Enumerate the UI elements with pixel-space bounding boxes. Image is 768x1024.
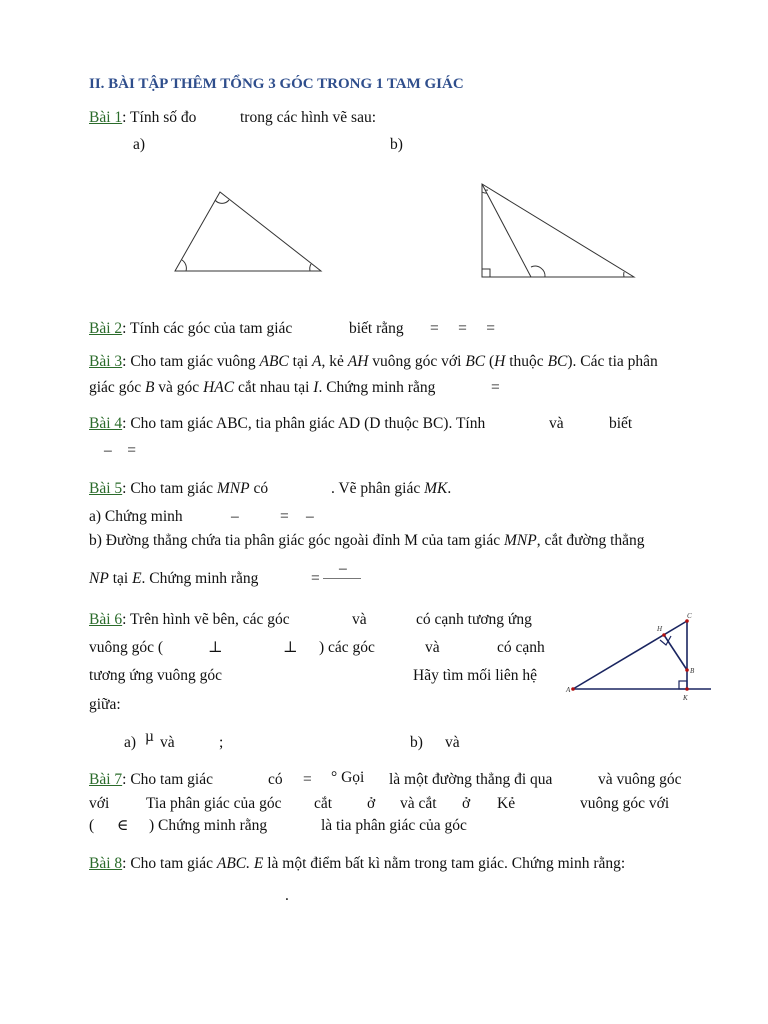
- exercise-7-text: Tia phân giác của góc: [146, 795, 282, 812]
- exercise-3-text: B: [144, 379, 155, 396]
- exercise-6-label: Bài 6: [89, 611, 123, 628]
- exercise-7-text: là một đường thẳng đi qua: [389, 771, 553, 788]
- exercise-6-text: có cạnh tương ứng: [416, 611, 532, 628]
- exercise-7-text: : Cho tam giác: [122, 771, 213, 788]
- exercise-7-text: với: [89, 795, 110, 812]
- perpendicular-symbol: ⊥: [283, 639, 298, 656]
- exercise-7-text: ở: [462, 795, 471, 812]
- exercise-7-text: Kẻ: [497, 795, 516, 812]
- exercise-6-line-4: giữa:: [89, 696, 121, 713]
- exercise-5-part-a-eq-2: =: [280, 508, 289, 525]
- exercise-3-text: tại: [288, 353, 313, 370]
- exercise-5-part-a-eq-1: –: [231, 508, 239, 525]
- exercise-3-text: giác góc: [89, 379, 145, 396]
- exercise-5-text: NP: [89, 570, 109, 587]
- exercise-7-text: là tia phân giác của góc: [321, 817, 467, 834]
- point-label-h: H: [657, 625, 663, 633]
- exercise-5-text: MNP: [503, 532, 537, 549]
- exercise-7-text: và cắt: [400, 795, 437, 812]
- exercise-8-text: là một điểm bất kì nằm trong tam giác. Chứng minh rằng:: [263, 855, 626, 872]
- exercise-5-text: tại: [108, 570, 133, 587]
- exercise-6-text: : Trên hình vẽ bên, các góc: [122, 611, 290, 628]
- exercise-8-line: [89, 856, 625, 872]
- exercise-6-line-3a: tương ứng vuông góc: [89, 667, 223, 684]
- exercise-7-text: có: [268, 771, 283, 788]
- exercise-5-text: : Cho tam giác: [122, 480, 217, 497]
- exercise-4-text: : Cho tam giác ABC, tia phân giác AD (D thuộc BC). Tính: [122, 415, 486, 432]
- exercise-3-text: thuộc: [505, 353, 548, 370]
- exercise-6-and-3: và: [160, 734, 175, 751]
- exercise-3-text: (: [485, 353, 495, 370]
- exercise-7-text: ) Chứng minh rằng: [149, 817, 268, 834]
- exercise-3-text: HAC: [203, 379, 235, 396]
- exercise-3-text: BC: [465, 353, 486, 370]
- element-of-symbol: ∈: [117, 817, 129, 834]
- exercise-3-text: AH: [347, 353, 369, 370]
- exercise-5-text: . Vẽ phân giác: [331, 480, 425, 497]
- exercise-6-line-2a: vuông góc (: [89, 639, 164, 656]
- perpendicular-symbol: ⊥: [208, 639, 223, 656]
- exercise-3-text: , kẻ: [321, 353, 348, 370]
- exercise-7-text: ở: [367, 795, 376, 812]
- exercise-7-text: vuông góc với: [580, 795, 670, 812]
- exercise-3-text: A: [312, 353, 322, 370]
- exercise-1-text-1: : Tính số đo: [122, 109, 197, 126]
- mu-symbol: µ: [145, 728, 154, 745]
- point-label-a: A: [566, 686, 571, 694]
- semicolon: ;: [219, 734, 224, 751]
- exercise-6-part-a: a): [124, 734, 137, 751]
- exercise-5-part-a-eq-3: –: [306, 508, 314, 525]
- exercise-3-text: : Cho tam giác vuông: [122, 353, 260, 370]
- point-label-b: B: [690, 667, 695, 675]
- exercise-3-text: BC: [547, 353, 568, 370]
- exercise-8-text: : Cho tam giác: [122, 855, 217, 872]
- exercise-2-label: Bài 2: [89, 320, 123, 337]
- exercise-1-part-a: a): [133, 136, 146, 153]
- trailing-dot: .: [285, 887, 289, 904]
- exercise-5-fraction-top: –: [339, 560, 347, 577]
- exercise-7-text: và vuông góc: [598, 771, 682, 788]
- exercise-4-equation: – =: [104, 442, 136, 459]
- exercise-5-text: b) Đường thẳng chứa tia phân giác góc ngoài đỉnh M của tam giác: [89, 532, 504, 549]
- exercise-3-label: Bài 3: [89, 353, 123, 370]
- page-heading: II. BÀI TẬP THÊM TỔNG 3 GÓC TRONG 1 TAM GIÁC: [89, 76, 464, 92]
- exercise-6-text: có cạnh: [497, 639, 545, 656]
- exercise-6-and-4: và: [445, 734, 460, 751]
- exercise-3-text: ). Các tia phân: [567, 353, 658, 370]
- exercise-3-text: ABC: [259, 353, 289, 370]
- point-label-k: K: [683, 694, 688, 702]
- exercise-5-text: . Chứng minh rằng: [141, 570, 259, 587]
- exercise-6-part-b: b): [410, 734, 423, 751]
- exercise-5-text: có: [249, 480, 269, 497]
- exercise-3-text: và góc: [154, 379, 204, 396]
- exercise-5-label: Bài 5: [89, 480, 123, 497]
- exercise-7-text: (: [89, 817, 95, 834]
- exercise-1-text-2: trong các hình vẽ sau:: [240, 109, 377, 126]
- exercise-5-text: MK: [424, 480, 448, 497]
- exercise-3-text: cắt nhau tại: [234, 379, 314, 396]
- exercise-7-text: =: [303, 771, 312, 788]
- exercise-5-text: MNP: [216, 480, 250, 497]
- exercise-4-and: và: [549, 415, 564, 432]
- exercise-5-text: .: [447, 480, 452, 497]
- exercise-1-label: Bài 1: [89, 109, 123, 126]
- exercise-6-and-1: và: [352, 611, 367, 628]
- exercise-7-line-1: [89, 772, 213, 788]
- exercise-3-text: . Chứng minh rằng: [318, 379, 436, 396]
- exercise-6-line-3b: Hãy tìm mối liên hệ: [413, 667, 537, 684]
- exercise-8-text: ABC. E: [216, 855, 264, 872]
- exercise-1-part-b: b): [390, 136, 403, 153]
- exercise-5-text: , cắt đường thẳng: [536, 532, 645, 549]
- exercise-6-text: ) các góc: [319, 639, 375, 656]
- exercise-2-equation: = = =: [430, 320, 495, 337]
- exercise-8-label: Bài 8: [89, 855, 123, 872]
- exercise-4-given: biết: [609, 415, 633, 432]
- exercise-5-part-a: a) Chứng minh: [89, 508, 183, 525]
- exercise-5-text: E: [132, 570, 142, 587]
- exercise-3-text: I: [313, 379, 319, 396]
- exercise-3-text: vuông góc với: [368, 353, 466, 370]
- exercise-6-and-2: và: [425, 639, 440, 656]
- point-label-c: C: [687, 612, 692, 620]
- exercise-7-text: cắt: [314, 795, 333, 812]
- exercise-2-text-1: : Tính các góc của tam giác: [122, 320, 293, 337]
- exercise-3-text: H: [494, 353, 506, 370]
- exercise-3-equation: =: [491, 379, 500, 396]
- exercise-7-label: Bài 7: [89, 771, 123, 788]
- exercise-2-text-2: biết rằng: [349, 320, 404, 337]
- exercise-5-part-b-eq: =: [311, 570, 320, 587]
- exercise-4-label: Bài 4: [89, 415, 123, 432]
- exercise-7-text: ° Gọi: [331, 769, 365, 786]
